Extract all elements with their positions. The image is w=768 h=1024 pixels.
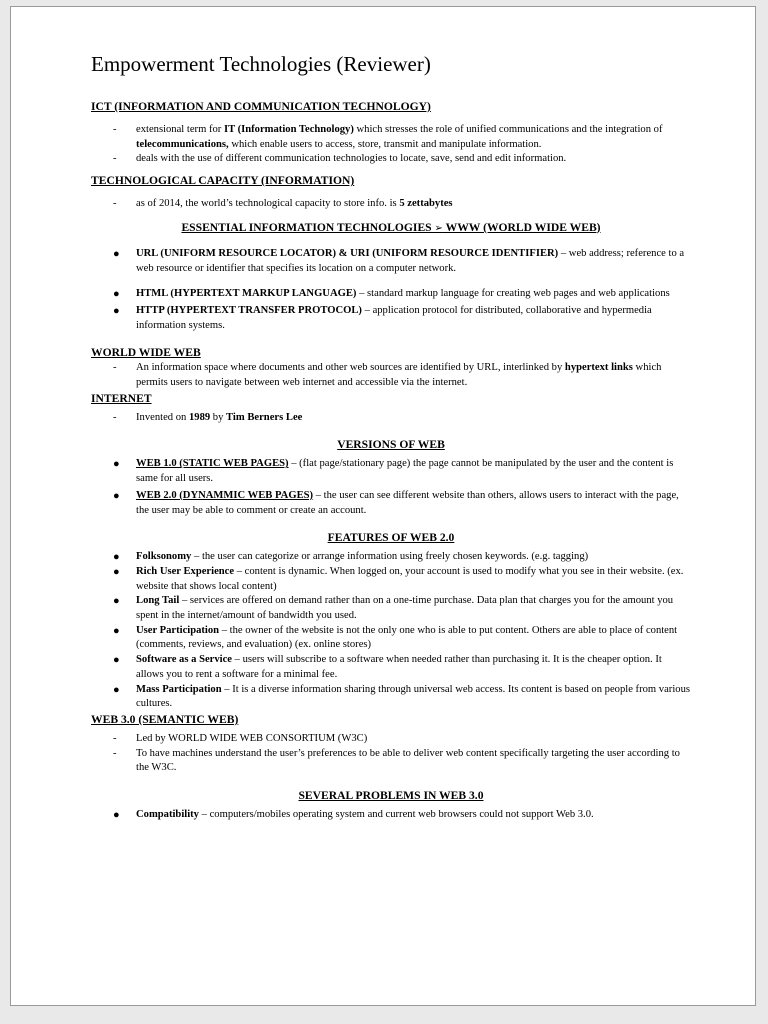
- section-heading-versions: VERSIONS OF WEB: [337, 438, 445, 452]
- bullet-icon: ●: [113, 624, 120, 637]
- bullet-icon: ●: [113, 247, 120, 260]
- bullet-icon: ●: [113, 809, 120, 822]
- section-heading-capacity: TECHNOLOGICAL CAPACITY (INFORMATION): [91, 174, 355, 188]
- list-item: - An information space where documents and other web sources are identified by URL, interlinked by hypertext links which permits users to navigate between web internet and accessible via the internet.: [113, 362, 662, 389]
- bullet-icon: ●: [113, 458, 120, 471]
- bullet-icon: ●: [113, 304, 120, 317]
- section-heading-essential: ESSENTIAL INFORMATION TECHNOLOGIES ➢ WWW (WORLD WIDE WEB): [181, 220, 601, 234]
- bullet-icon: ●: [113, 551, 120, 564]
- bullet-icon: ●: [113, 288, 120, 301]
- problems-list: [91, 808, 691, 823]
- dash-marker: -: [113, 362, 117, 374]
- web3-list: [91, 732, 691, 776]
- list-item: ● User Participation – the owner of the website is not the only one who is able to put content. Others are able to place of content (comments, reviews, and evaluation) (ex. online stores): [113, 624, 678, 651]
- internet-list: [91, 411, 691, 426]
- section-heading-features: FEATURES OF WEB 2.0: [327, 531, 455, 545]
- list-item: ● Long Tail – services are offered on demand rather than on a one-time purchase. Data plan that charges you for the amount you spent in the internet/amount of bandwidth you used.: [113, 595, 674, 622]
- list-item: ● Rich User Experience – content is dynamic. When logged on, your account is used to modify what you see in their website. (ex. website that shows local content): [113, 565, 684, 592]
- list-item: ● WEB 1.0 (STATIC WEB PAGES) – (flat page/stationary page) the page cannot be manipulated by the user and the content is same for all users.: [113, 458, 674, 485]
- versions-list: [91, 457, 691, 518]
- document-page: [10, 6, 756, 1006]
- document-content: [91, 51, 691, 823]
- list-item: - as of 2014, the world’s technological capacity to store info. is 5 zettabytes: [91, 197, 691, 212]
- bullet-icon: ●: [113, 565, 120, 578]
- arrow-icon: ➢: [434, 222, 443, 234]
- list-item: - Invented on 1989 by Tim Berners Lee: [91, 411, 691, 426]
- section-heading-internet: INTERNET: [91, 391, 152, 405]
- dash-marker: -: [113, 153, 117, 165]
- bullet-icon: ●: [113, 489, 120, 502]
- section-heading-web3: WEB 3.0 (SEMANTIC WEB): [91, 712, 239, 726]
- bullet-icon: ●: [113, 654, 120, 667]
- dash-marker: -: [113, 747, 117, 759]
- list-item: ● Folksonomy – the user can categorize or arrange information using freely chosen keywords. (e.g. tagging): [113, 551, 589, 564]
- dash-marker: -: [113, 411, 117, 423]
- capacity-list: [91, 197, 691, 212]
- bullet-icon: ●: [113, 595, 120, 608]
- section-heading-ict: ICT (INFORMATION AND COMMUNICATION TECHNOLOGY): [91, 100, 431, 113]
- list-item: - To have machines understand the user’s preferences to be able to deliver web content specifically targeting the user according to the W3C.: [113, 747, 680, 774]
- list-item: - deals with the use of different communication technologies to locate, save, send and edit information.: [91, 152, 691, 167]
- list-item: ● URL (UNIFORM RESOURCE LOCATOR) & URI (UNIFORM RESOURCE IDENTIFIER) – web address; reference to a web resource or identifier that specifies its location on a computer network.: [113, 247, 685, 274]
- list-item: ● Mass Participation – It is a diverse information sharing through universal web access. Its content is based on people from various cultures.: [113, 683, 690, 710]
- dash-marker: -: [113, 124, 117, 135]
- dash-marker: -: [113, 732, 117, 744]
- list-item: ● Software as a Service – users will subscribe to a software when needed rather than purchasing it. It is the cheaper option. It allows you to rent a software for a minimal fee.: [113, 654, 662, 680]
- dash-marker: -: [113, 198, 117, 210]
- section-heading-www: WORLD WIDE WEB: [91, 346, 201, 360]
- list-item: - extensional term for IT (Information Technology) which stresses the role of unified communications and the integration of telecommunications, which enable users to access, store, transmit and manipulate information.: [113, 124, 663, 150]
- ict-list: [91, 123, 691, 167]
- www-list: [91, 361, 691, 390]
- list-item: ● WEB 2.0 (DYNAMMIC WEB PAGES) – the user can see different website than others, allows users to interact with the page, the user may be able to comment or create an account.: [113, 489, 679, 516]
- list-item: ● Compatibility – computers/mobiles operating system and current web browsers could not support Web 3.0.: [113, 809, 594, 822]
- section-heading-problems: SEVERAL PROBLEMS IN WEB 3.0: [298, 789, 484, 803]
- page-title: Empowerment Technologies (Reviewer): [91, 52, 431, 76]
- features-list: [91, 550, 691, 712]
- list-item: ● HTTP (HYPERTEXT TRANSFER PROTOCOL) – application protocol for distributed, collaborative and hypermedia information systems.: [113, 304, 652, 331]
- essential-list: [91, 247, 691, 334]
- list-item: ● HTML (HYPERTEXT MARKUP LANGUAGE) – standard markup language for creating web pages and web applications: [113, 288, 670, 301]
- bullet-icon: ●: [113, 683, 120, 696]
- list-item: - Led by WORLD WIDE WEB CONSORTIUM (W3C): [91, 732, 691, 747]
